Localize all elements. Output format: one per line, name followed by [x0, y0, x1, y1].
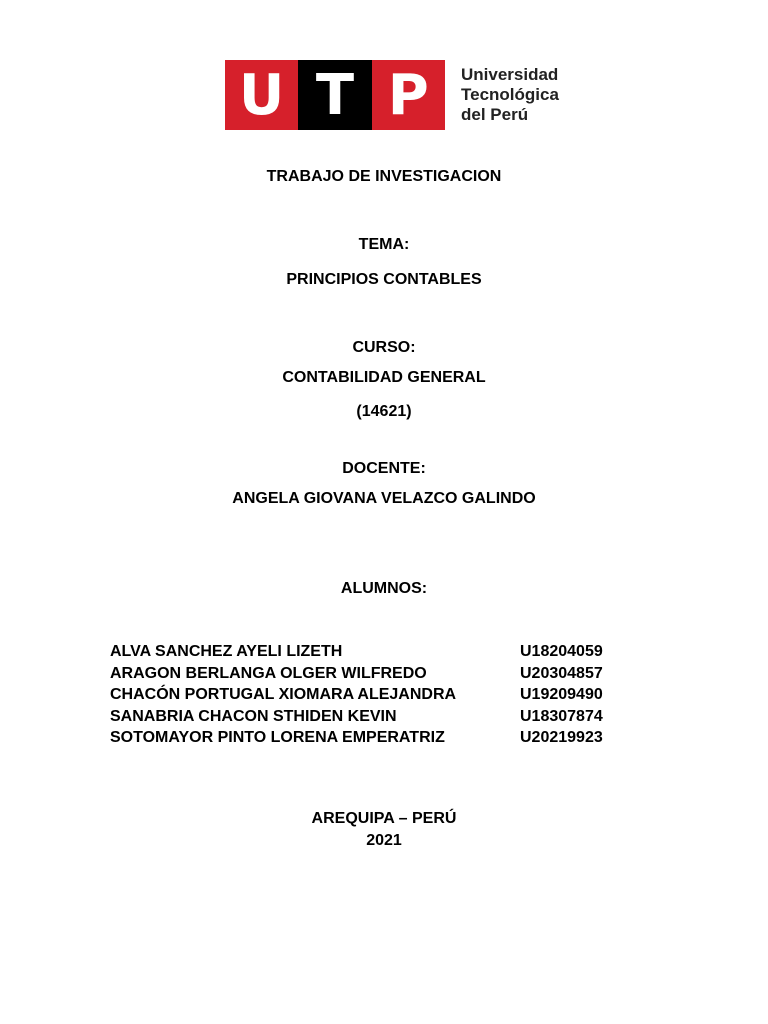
student-list — [110, 641, 630, 749]
alumnos-label: ALUMNOS: — [340, 580, 428, 597]
student-row — [110, 706, 630, 728]
year: 2021 — [366, 832, 402, 849]
student-code: U19209490 — [520, 686, 603, 703]
student-name: SANABRIA CHACON STHIDEN KEVIN — [110, 707, 397, 725]
student-row — [110, 684, 630, 706]
document-type-title: TRABAJO DE INVESTIGACION — [266, 168, 502, 185]
student-row — [110, 663, 630, 685]
docente-label: DOCENTE: — [342, 460, 426, 477]
location: AREQUIPA – PERÚ — [311, 810, 457, 827]
student-code: U20304857 — [520, 664, 603, 682]
tema-value: PRINCIPIOS CONTABLES — [286, 271, 482, 288]
university-name-line: Universidad — [461, 65, 559, 84]
university-name — [461, 65, 559, 125]
student-code: U18204059 — [520, 643, 603, 660]
university-name-line: Tecnológica — [461, 85, 559, 104]
student-code: U18307874 — [520, 707, 603, 725]
curso-value: CONTABILIDAD GENERAL — [282, 369, 486, 386]
curso-code: (14621) — [356, 403, 412, 420]
student-row — [110, 641, 630, 663]
logo-letter-p: P — [372, 60, 445, 130]
student-name: SOTOMAYOR PINTO LORENA EMPERATRIZ — [110, 729, 445, 746]
logo-letter-t: T — [298, 60, 371, 130]
student-name: ARAGON BERLANGA OLGER WILFREDO — [110, 664, 427, 682]
student-name: ALVA SANCHEZ AYELI LIZETH — [110, 643, 343, 660]
utp-logo-mark — [225, 60, 445, 130]
student-code: U20219923 — [520, 729, 603, 746]
tema-label: TEMA: — [358, 236, 410, 253]
docente-value: ANGELA GIOVANA VELAZCO GALINDO — [232, 490, 536, 507]
student-name: CHACÓN PORTUGAL XIOMARA ALEJANDRA — [110, 686, 457, 703]
student-row — [110, 727, 630, 749]
curso-label: CURSO: — [352, 339, 416, 356]
logo-letter-u: U — [225, 60, 298, 130]
university-name-line: del Perú — [461, 105, 529, 124]
utp-logo — [225, 60, 559, 130]
